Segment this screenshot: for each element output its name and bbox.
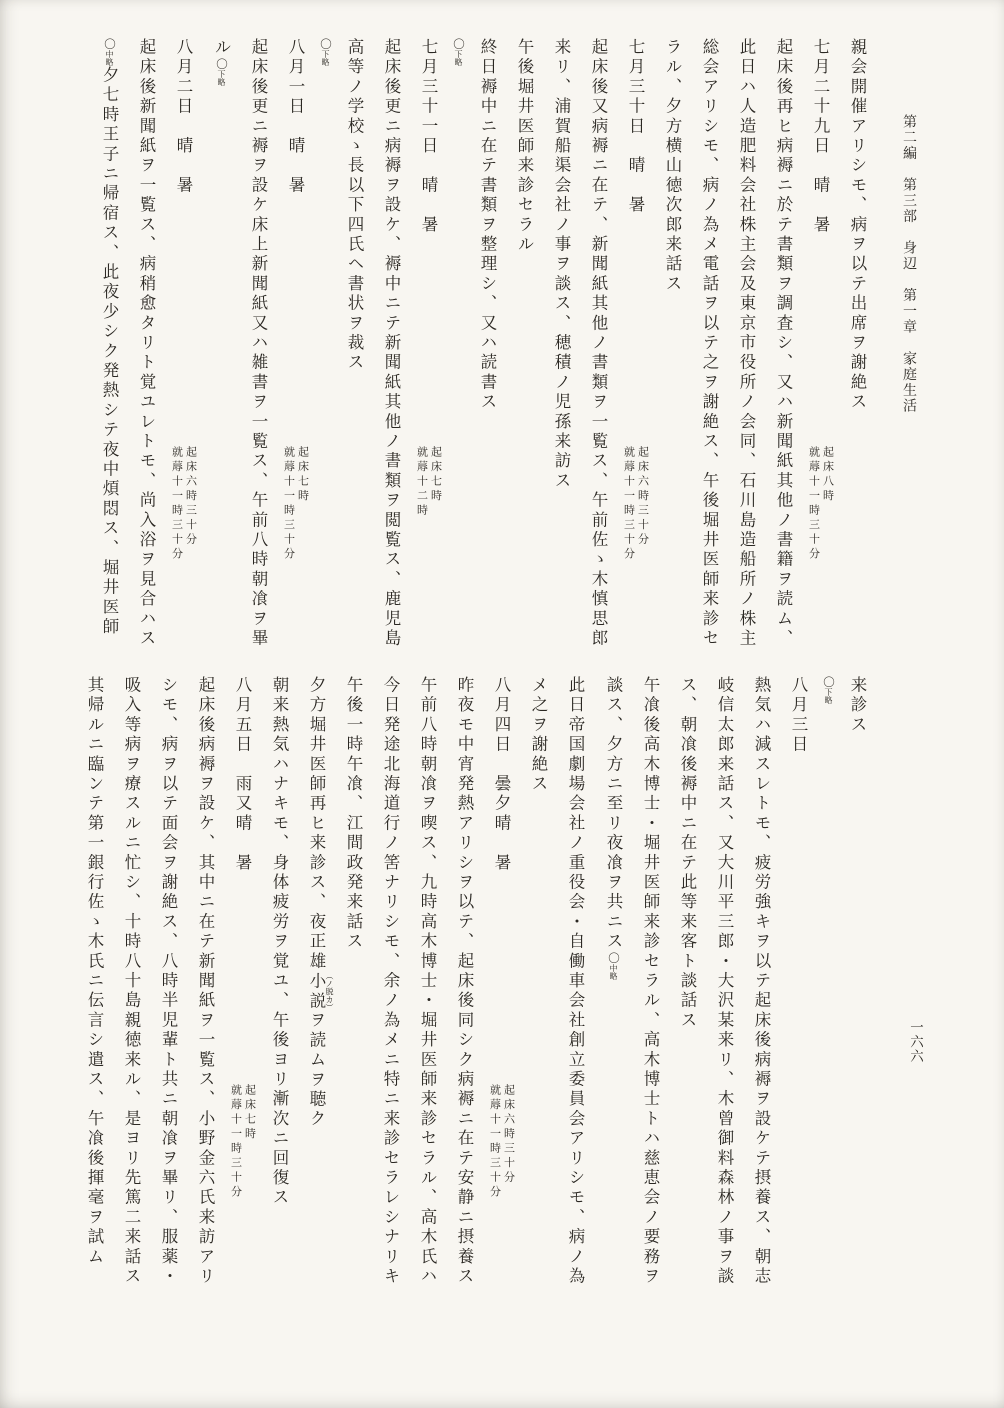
text-line: 総会アリシモ、病ノ為メ電話ヲ以テ之ヲ謝絶ス、午後堀井医師来診セ <box>700 38 719 649</box>
wake-sleep-note-column: 就蓐十一時三十分 <box>488 1084 501 1200</box>
date-text: 七月三十一日 晴 暑 <box>419 38 438 235</box>
text-line: ラル、夕方横山徳次郎来話ス <box>663 38 682 295</box>
text-line: 其帰ルニ臨ンテ第一銀行佐ゝ木氏ニ伝言シ遣ス、午飡後揮毫ヲ試ム <box>85 676 104 1267</box>
omission-circle: 〇 <box>215 57 227 70</box>
date-text: 八月一日 晴 暑 <box>286 38 305 196</box>
diary-section-top <box>90 38 876 654</box>
text-line: 高等ノ学校ゝ長以下四氏ヘ書状ヲ裁ス <box>345 38 364 373</box>
wake-sleep-note-column: 就蓐十二時 <box>415 446 428 519</box>
wake-sleep-note-column: 起床七時 <box>296 446 309 504</box>
omission-label: 下略 <box>321 50 330 66</box>
omission-marker <box>316 38 335 66</box>
wake-sleep-note-column: 就蓐十一時三十分 <box>807 446 820 562</box>
wake-sleep-note-column: 就蓐十一時三十分 <box>229 1084 242 1200</box>
text-line: ス、朝飡後褥中ニ在テ此等来客ト談話ス <box>678 676 697 1031</box>
omission-label: 下略 <box>454 50 463 66</box>
wake-sleep-note-column: 就蓐十一時三十分 <box>622 446 635 562</box>
date-line <box>617 38 654 654</box>
page-number: 一六六 <box>908 1020 923 1064</box>
wake-sleep-note <box>807 446 835 586</box>
date-text: 八月三日 <box>789 676 808 755</box>
wake-sleep-note-column: 起床六時三十分 <box>502 1084 515 1186</box>
date-text: 七月三十日 晴 暑 <box>626 38 645 216</box>
date-line <box>165 38 202 654</box>
omission-marker <box>819 676 838 704</box>
text-line: 昨夜モ中宵発熱アリシヲ以テ、起床後同シク病褥ニ在テ安静ニ摂養ス <box>455 676 474 1287</box>
text-line: 午後一時午飡、江間政発来話ス <box>344 676 363 952</box>
omission-label: 下略 <box>824 688 833 704</box>
text-line: 親会開催アリシモ、病ヲ以テ出席ヲ謝絶ス <box>848 38 867 413</box>
text-line: 起床後新聞紙ヲ一覧ス、病稍愈タリト覚ユレトモ、尚入浴ヲ見合ハス <box>137 38 156 649</box>
text-line: 朝来熱気ハナキモ、身体疲労ヲ覚ユ、午後ヨリ漸次ニ回復ス <box>270 676 289 1208</box>
text-line: 午飡後高木博士・堀井医師来診セラル、高木博士トハ慈恵会ノ要務ヲ <box>641 676 660 1287</box>
text-line: 終日褥中ニ在テ書類ヲ整理シ、又ハ読書ス <box>478 38 497 413</box>
date-text: 八月二日 晴 暑 <box>174 38 193 196</box>
omission-circle: 〇 <box>607 951 619 964</box>
omission-circle: 〇 <box>103 38 115 50</box>
date-line <box>277 38 314 654</box>
date-line <box>802 38 839 654</box>
text-line: 起床後又病褥ニ在テ、新聞紙其他ノ書類ヲ一覧ス、午前佐ゝ木慎思郎 <box>589 38 608 649</box>
date-line <box>224 676 261 1292</box>
text-line: メ之ヲ謝絶ス <box>529 676 548 795</box>
omission-circle: 〇 <box>319 38 331 50</box>
text-line: 今日発途北海道行ノ筈ナリシモ、余ノ為メニ特ニ来診セラレシナリキ <box>381 676 400 1287</box>
text-line: 此日帝国劇場会社ノ重役会・自働車会社創立委員会アリシモ、病ノ為 <box>566 676 585 1287</box>
text-line: シモ、病ヲ以テ面会ヲ謝絶ス、八時半児輩ト共ニ朝飡ヲ畢リ、服薬・ <box>159 676 178 1287</box>
running-head: 第二編 第三部 身辺 第一章 家庭生活 <box>901 114 916 415</box>
omission-circle: 〇 <box>452 38 464 50</box>
text-line: 来診ス <box>848 676 867 736</box>
text-line: 吸入等病ヲ療スルニ忙シ、十時八十島親徳来ル、是ヨリ先篤二来話ス <box>122 676 141 1287</box>
date-line <box>780 676 817 1292</box>
text-line: 夕方堀井医師再ヒ来診ス、夜正雄小説 （ノ脱カ）ヲ読ムヲ聴ク <box>307 676 334 1130</box>
omission-marker <box>449 38 468 66</box>
text-line: 此日ハ人造肥料会社株主会及東京市役所ノ会同、石川島造船所ノ株主 <box>737 38 756 649</box>
text-line: 〇中略夕七時王子ニ帰宿ス、此夜少シク発熱シテ夜中煩悶ス、堀井医師 <box>100 38 119 638</box>
text-line: 起床後再ヒ病褥ニ於テ書類ヲ調査シ、又ハ新聞紙其他ノ書籍ヲ読ム、 <box>774 38 793 649</box>
wake-sleep-note <box>282 446 310 586</box>
omission-marker-line <box>314 38 336 654</box>
wake-sleep-note-column: 就蓐十一時三十分 <box>170 446 183 562</box>
diary-section-bottom <box>76 676 876 1292</box>
omission-label: 下略 <box>217 69 226 86</box>
date-text: 八月五日 雨又晴 暑 <box>233 676 252 873</box>
date-text: 八月四日 曇夕晴 暑 <box>492 676 511 873</box>
text-line: 起床後更ニ病褥ヲ設ケ、褥中ニテ新聞紙其他ノ書類ヲ閲覧ス、鹿児島 <box>382 38 401 649</box>
omission-marker <box>100 38 119 66</box>
text-line: 起床後更ニ褥ヲ設ケ床上新聞紙又ハ雑書ヲ一覧ス、午前八時朝飡ヲ畢 <box>249 38 268 649</box>
text-line: 熱気ハ減スレトモ、疲労強キヲ以テ起床後病褥ヲ設ケテ摂養ス、朝志 <box>752 676 771 1287</box>
omission-marker-line <box>447 38 469 654</box>
interlinear-note: 小説 （ノ脱カ） <box>307 971 334 1012</box>
omission-label: 中略 <box>105 50 114 66</box>
omission-marker <box>604 952 623 980</box>
wake-sleep-note <box>415 446 443 586</box>
wake-sleep-note <box>622 446 650 586</box>
wake-sleep-note <box>170 446 198 586</box>
text-line: 午前八時朝飡ヲ喫ス、九時高木博士・堀井医師来診セラル、高木氏ハ <box>418 676 437 1287</box>
omission-circle: 〇 <box>822 676 834 688</box>
text-line: 談ス、夕方ニ至リ夜飡ヲ共ニス〇中略 <box>604 676 623 980</box>
date-text: 七月二十九日 晴 暑 <box>811 38 830 235</box>
wake-sleep-note-column: 起床七時 <box>243 1084 256 1142</box>
wake-sleep-note <box>488 1084 516 1224</box>
text-line: 岐信太郎来話ス、又大川平三郎・大沢某来リ、木曾御料森林ノ事ヲ談 <box>715 676 734 1287</box>
date-line <box>483 676 520 1292</box>
omission-marker-line <box>817 676 839 1292</box>
text-line: ル〇下略 <box>212 38 231 86</box>
date-line <box>410 38 447 654</box>
wake-sleep-note-column: 起床六時三十分 <box>636 446 649 548</box>
omission-marker <box>212 58 231 86</box>
wake-sleep-note-column: 起床六時三十分 <box>184 446 197 548</box>
text-line: 起床後病褥ヲ設ケ、其中ニ在テ新聞紙ヲ一覧ス、小野金六氏来訪アリ <box>196 676 215 1287</box>
omission-label: 中略 <box>609 963 618 980</box>
wake-sleep-note-column: 起床八時 <box>821 446 834 504</box>
text-line: 午後堀井医師来診セラル <box>515 38 534 255</box>
wake-sleep-note-column: 就蓐十一時三十分 <box>282 446 295 562</box>
text-line: 来リ、浦賀船渠会社ノ事ヲ談ス、穂積ノ児孫来訪ス <box>552 38 571 492</box>
wake-sleep-note-column: 起床七時 <box>429 446 442 504</box>
wake-sleep-note <box>229 1084 257 1224</box>
